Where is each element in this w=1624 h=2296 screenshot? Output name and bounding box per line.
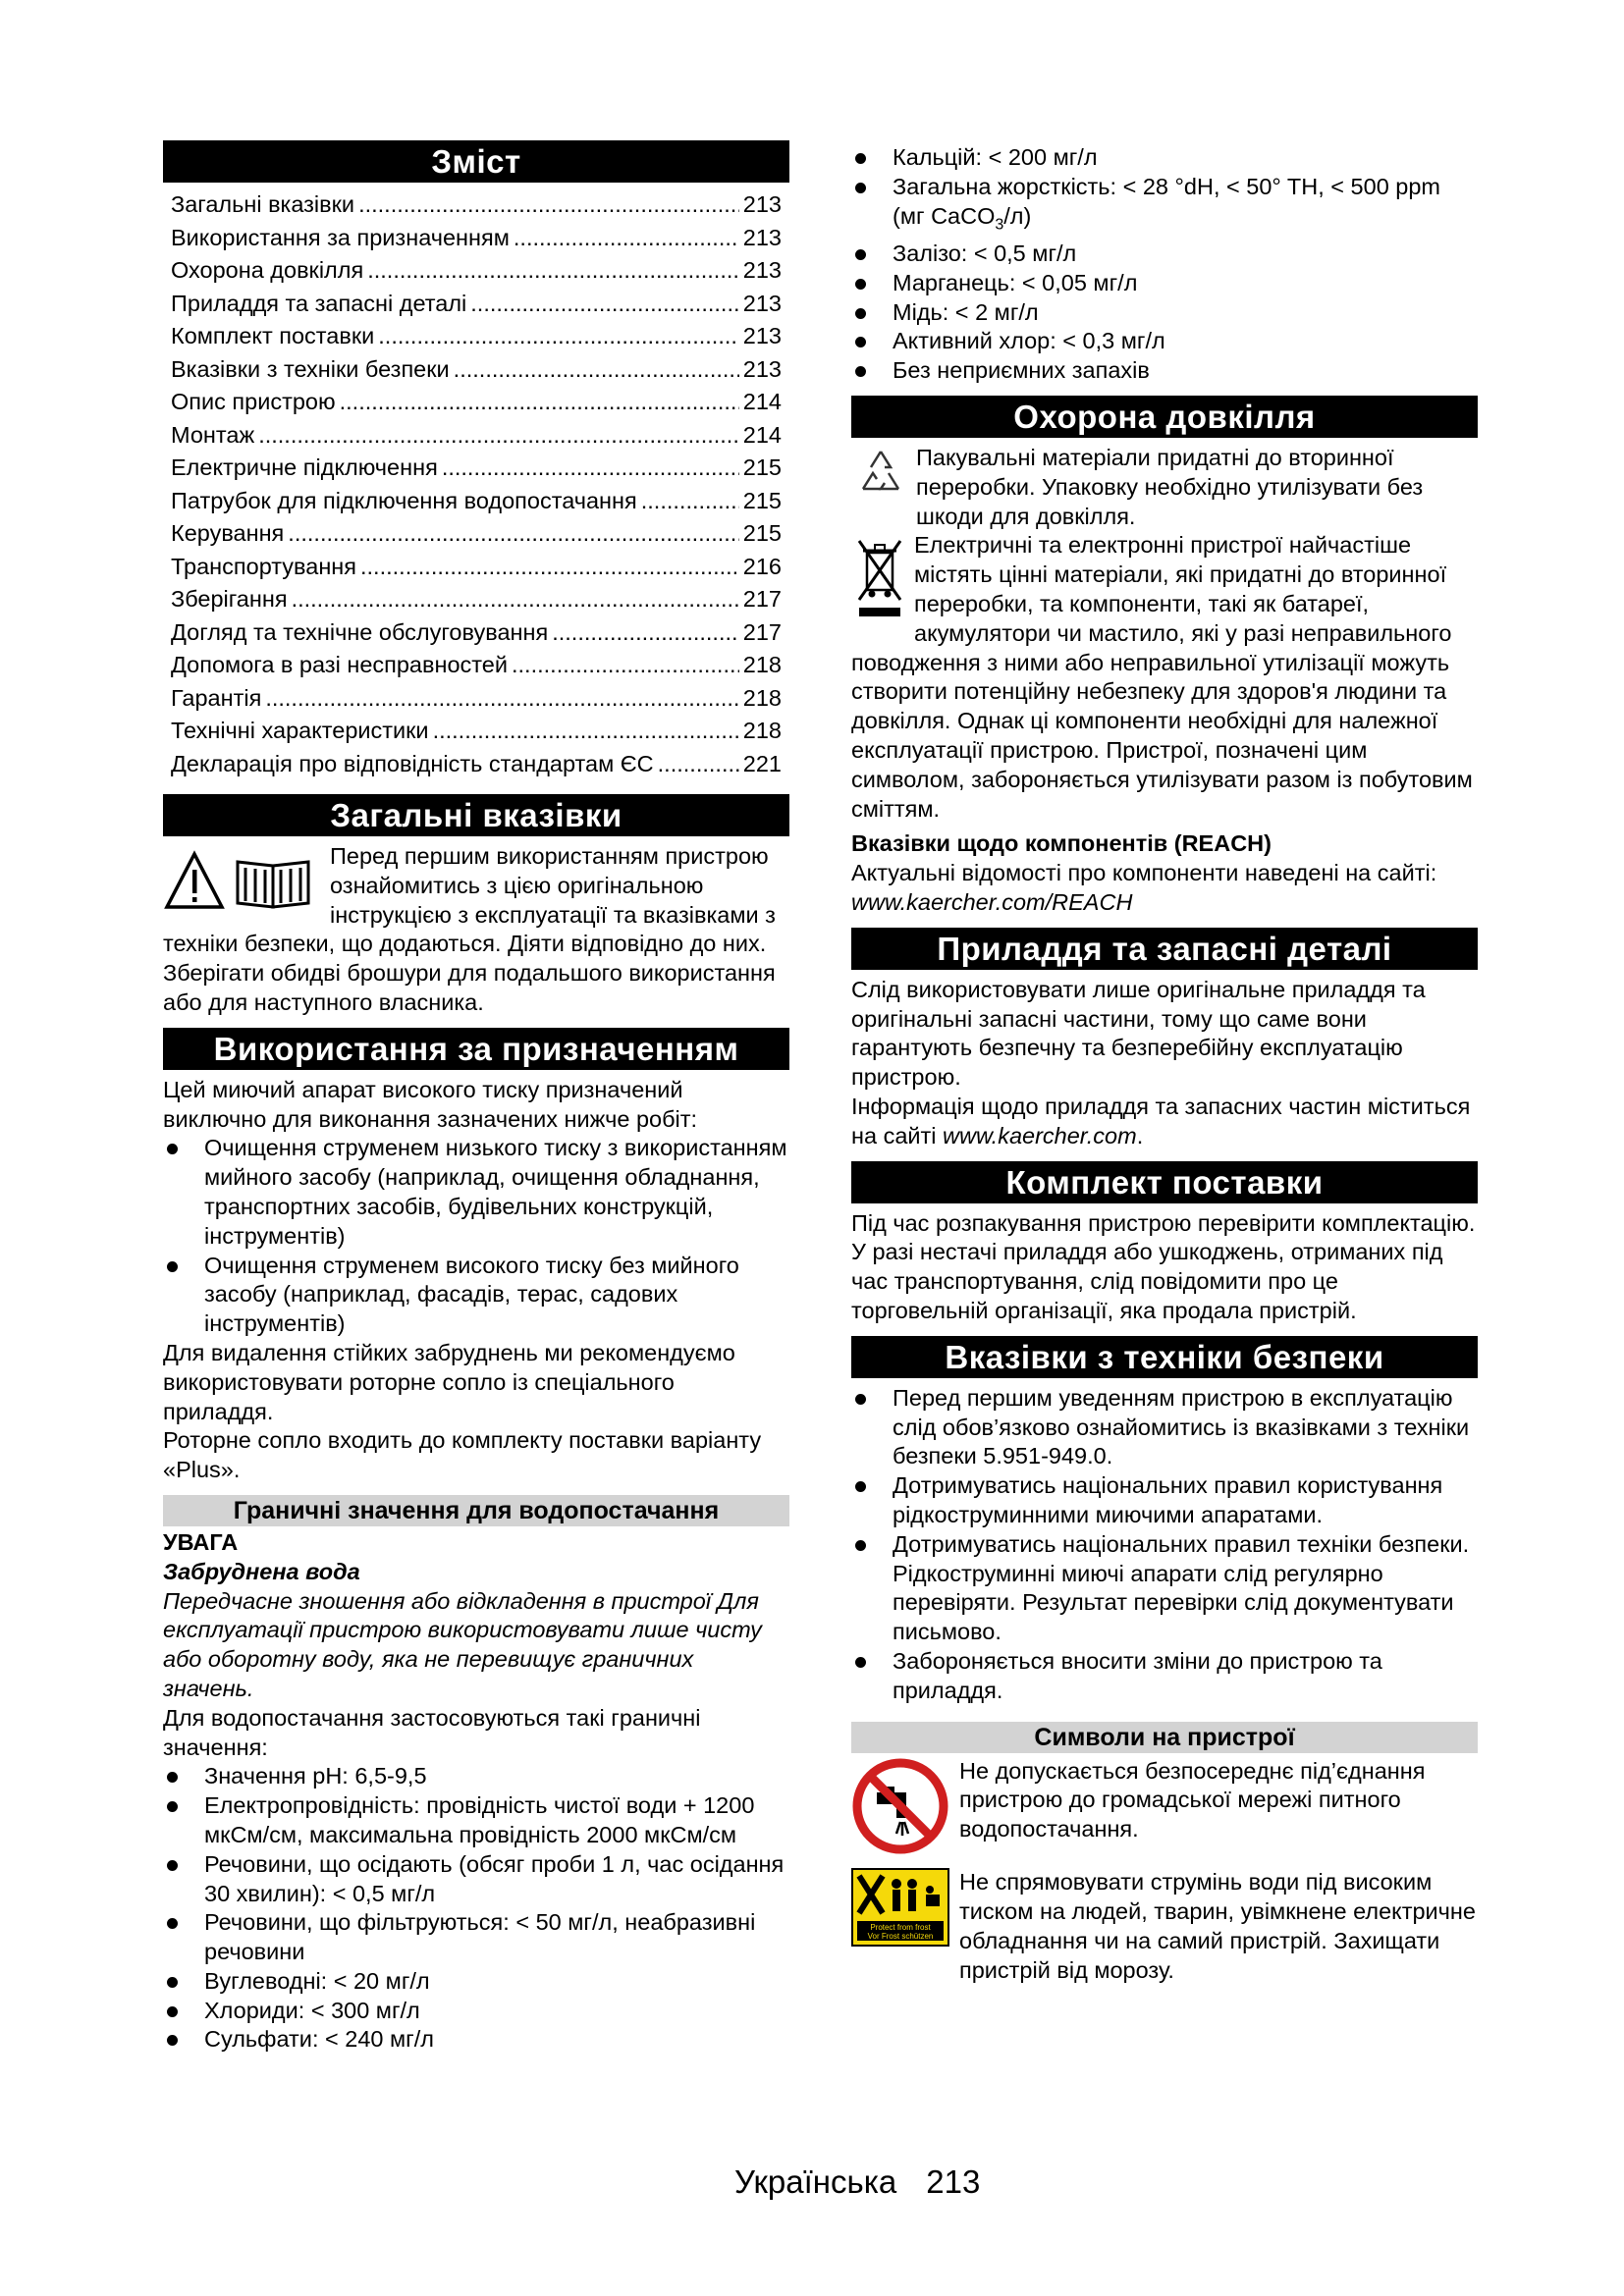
list-item: Активний хлор: < 0,3 мг/л (851, 327, 1478, 356)
symbol-row (851, 1757, 1478, 1863)
general-section (163, 842, 789, 1018)
frost-label-1: Protect from frost (870, 1923, 931, 1933)
toc-entry[interactable] (163, 353, 789, 387)
list-item: Речовини, що фільтруються: < 50 мг/л, неабразивні речовини (163, 1908, 789, 1967)
toc-leader-dots (358, 188, 739, 222)
right-column (851, 143, 1478, 1986)
list-item: Сульфати: < 240 мг/л (163, 2025, 789, 2055)
list-item: Дотримуватись національних правил користування рідкоструминними миючими апаратами. (851, 1471, 1478, 1530)
toc-entry[interactable] (163, 222, 789, 255)
toc-entry-label: Гарантія (171, 684, 262, 711)
list-item: Хлориди: < 300 мг/л (163, 1997, 789, 2026)
symbols-section (851, 1757, 1478, 1986)
list-item: Електропровідність: провідність чистої води + 1200 мкСм/см, максимальна провідність 2000 мкСм/см (163, 1791, 789, 1850)
accessories-heading: Приладдя та запасні деталі (851, 928, 1478, 970)
toc-entry-page: 213 (742, 290, 782, 316)
toc-entry-label: Монтаж (171, 421, 255, 448)
toc-leader-dots (552, 616, 739, 650)
toc-entry-label: Транспортування (171, 553, 356, 579)
toc-entry-label: Вказівки з техніки безпеки (171, 355, 450, 382)
intended-use-section (163, 1076, 789, 1485)
toc-entry[interactable] (163, 419, 789, 453)
kaercher-link[interactable]: www.kaercher.com (943, 1122, 1137, 1148)
toc-entry[interactable] (163, 583, 789, 616)
toc-entry[interactable] (163, 254, 789, 288)
caution-label: УВАГА (163, 1528, 239, 1555)
environment-text-2: Електричні та електронні пристрої найчастіше містять цінні матеріали, які придатні до вторинної переробки, та компоненти, такі як батареї, акумулятори чи мастило, які у разі неправильного поводження з ними або неправильної утилізації можуть створити потенційну небезпеку для здоров'я людини та довкілля. Однак ці компоненти необхідні для належної експлуатації пристрою. Пристрої, позначені цим символом, забороняється утилізувати разом із побутовим сміттям. (851, 532, 1473, 822)
list-item: Мідь: < 2 мг/л (851, 298, 1478, 328)
list-item: Речовини, що осідають (обсяг проби 1 л, час осідання 30 хвилин): < 0,5 мг/л (163, 1850, 789, 1909)
toc-entry-page: 218 (742, 684, 782, 711)
toc-entry[interactable] (163, 649, 789, 682)
toc-entry-page: 213 (742, 224, 782, 250)
environment-text-1: Пакувальні матеріали придатні до вторинної переробки. Упаковку необхідно утилізувати без шкоди для довкілля. (916, 445, 1424, 529)
symbol-1-text: Не допускається безпосереднє під’єднання пристрою до громадської мережі питного водопостачання. (959, 1757, 1426, 1842)
toc-entry-page: 221 (742, 750, 782, 776)
water-limits-intro: Для водопостачання застосовуються такі граничні значення: (163, 1704, 701, 1760)
list-item: Вуглеводні: < 20 мг/л (163, 1967, 789, 1997)
toc-title: Зміст (163, 140, 789, 183)
list-item: Значення pH: 6,5-9,5 (163, 1762, 789, 1791)
toc-entry-page: 215 (742, 520, 782, 546)
toc-entry-label: Патрубок для підключення водопостачання (171, 487, 637, 513)
toc-leader-dots (433, 715, 739, 748)
toc-leader-dots (292, 583, 739, 616)
toc-entry-label: Електричне підключення (171, 454, 438, 480)
toc-entry[interactable] (163, 485, 789, 518)
accessories-text-1: Слід використовувати лише оригінальне приладдя та оригінальні запасні частини, тому що саме вони гарантують безпечну та безперебійну експлуатацію пристрою. (851, 976, 1426, 1091)
toc-entry[interactable] (163, 517, 789, 551)
toc-entry-page: 214 (742, 389, 782, 414)
toc-entry-page: 218 (742, 718, 782, 743)
toc-entry[interactable] (163, 682, 789, 716)
list-item: Очищення струменем високого тиску без мийного засобу (наприклад, фасадів, терас, садових інструментів) (163, 1252, 789, 1339)
toc-leader-dots (514, 222, 739, 255)
general-text-1: Перед першим використанням пристрою ознайомитись з цією оригінальною інструкцією з експлуатації та вказівками з техніки безпеки, що додаються. Діяти відповідно до них. (163, 843, 776, 957)
no-spray-people-frost-icon (851, 1868, 959, 1985)
toc-leader-dots (442, 452, 739, 485)
toc-entry-page: 215 (742, 487, 782, 513)
toc-entry-label: Опис пристрою (171, 389, 336, 414)
toc-entry-page: 215 (742, 454, 782, 480)
general-text-2: Зберігати обидві брошури для подальшого використання або для наступного власника. (163, 960, 776, 1015)
toc-entry-page: 217 (742, 618, 782, 645)
toc-entry-page: 213 (742, 323, 782, 348)
toc-leader-dots (360, 551, 739, 584)
left-column (163, 140, 789, 2055)
list-item: Загальна жорсткість: < 28 °dH, < 50° TH, < 500 ppm (мг CaCO$_3$/л) (851, 173, 1478, 240)
crossed-bin-icon (857, 535, 902, 627)
toc-entry-label: Керування (171, 520, 285, 546)
toc-leader-dots (641, 485, 739, 518)
toc-entry-label: Загальні вказівки (171, 191, 355, 217)
toc-leader-dots (470, 288, 739, 321)
toc-leader-dots (454, 353, 739, 387)
toc-leader-dots (258, 419, 739, 453)
symbol-row (851, 1868, 1478, 1985)
delivery-text: Під час розпакування пристрою перевірити комплектацію. У разі нестачі приладдя або ушкоджень, отриманих під час транспортування, слід повідомити про це торговельній організації, яка продала пристрій. (851, 1209, 1476, 1323)
toc-leader-dots (288, 517, 738, 551)
frost-label-2: Vor Frost schützen (867, 1932, 934, 1942)
page-footer (734, 2163, 980, 2201)
toc-leader-dots (512, 649, 739, 682)
page-number: 213 (926, 2163, 981, 2200)
toc-list (163, 188, 789, 780)
list-item: Без неприємних запахів (851, 356, 1478, 386)
toc-entry[interactable] (163, 452, 789, 485)
list-item: Дотримуватись національних правил техніки безпеки. Рідкоструминні миючі апарати слід регулярно перевіряти. Результат перевірки слід документувати письмово. (851, 1530, 1478, 1647)
toc-leader-dots (658, 748, 739, 781)
toc-entry-label: Приладдя та запасні деталі (171, 290, 467, 316)
safety-list (851, 1384, 1478, 1706)
toc-entry-label: Технічні характеристики (171, 718, 429, 743)
reach-title: Вказівки щодо компонентів (REACH) (851, 830, 1272, 857)
list-item: Забороняється вносити зміни до пристрою та приладдя. (851, 1647, 1478, 1706)
toc-entry[interactable] (163, 386, 789, 419)
symbols-heading: Символи на пристрої (851, 1722, 1478, 1753)
list-item: Очищення струменем низького тиску з використанням мийного засобу (наприклад, очищення обладнання, транспортних засобів, будівельних конструкцій, інструментів) (163, 1134, 789, 1251)
toc-leader-dots (265, 682, 738, 716)
toc-entry-label: Охорона довкілля (171, 257, 364, 283)
toc-entry-page: 216 (742, 553, 782, 579)
delivery-heading: Комплект поставки (851, 1161, 1478, 1203)
water-limits-section (163, 1528, 789, 2055)
list-item: Марганець: < 0,05 мг/л (851, 269, 1478, 298)
toc-leader-dots (378, 320, 739, 353)
toc-entry-label: Використання за призначенням (171, 224, 510, 250)
toc-entry-page: 213 (742, 257, 782, 283)
reach-text: Актуальні відомості про компоненти наведені на сайті: www.kaercher.com/REACH (851, 860, 1437, 916)
warning-title: Забруднена вода (163, 1558, 360, 1584)
water-limits-continued (851, 143, 1478, 386)
toc-entry-label: Комплект поставки (171, 323, 375, 348)
toc-entry[interactable] (163, 551, 789, 584)
no-drinking-water-connection-icon (851, 1757, 959, 1863)
recycling-icon (855, 446, 906, 508)
environment-section (851, 444, 1478, 918)
water-limits-heading: Граничні значення для водопостачання (163, 1495, 789, 1526)
toc-leader-dots (367, 254, 739, 288)
list-item: Перед першим уведенням пристрою в експлуатацію слід обов’язково ознайомитись із вказівками з техніки безпеки 5.951-949.0. (851, 1384, 1478, 1471)
warning-text: Передчасне зношення або відкладення в пристрої Для експлуатації пристрою використовувати лише чисту або оборотну воду, яка не перевищує граничних значень. (163, 1587, 762, 1701)
environment-heading: Охорона довкілля (851, 396, 1478, 438)
toc-entry-page: 213 (742, 355, 782, 382)
reach-link[interactable]: www.kaercher.com/REACH (851, 889, 1133, 916)
footer-language: Українська (734, 2163, 897, 2200)
list-item: Залізо: < 0,5 мг/л (851, 240, 1478, 269)
accessories-section (851, 976, 1478, 1151)
toc-leader-dots (340, 386, 739, 419)
accessories-text-2: Інформація щодо приладдя та запасних частин міститься на сайті www.kaercher.com. (851, 1094, 1471, 1148)
general-heading: Загальні вказівки (163, 794, 789, 836)
symbol-2-text: Не спрямовувати струмінь води під високим тиском на людей, тварин, увімкнене електричне обладнання чи на самий пристрій. Захищати пристрій від морозу. (959, 1869, 1476, 1983)
toc-entry-page: 218 (742, 652, 782, 677)
toc-entry-page: 214 (742, 421, 782, 448)
toc-entry[interactable] (163, 748, 789, 781)
toc-entry-label: Декларація про відповідність стандартам ЄС (171, 750, 654, 776)
toc-entry[interactable] (163, 715, 789, 748)
toc-entry-page: 213 (742, 191, 782, 217)
toc-entry[interactable] (163, 616, 789, 650)
intended-use-text-1: Для видалення стійких забруднень ми рекомендуємо використовувати роторне сопло із спеціального приладдя. (163, 1339, 735, 1424)
toc-entry-label: Допомога в разі несправностей (171, 652, 508, 677)
toc-entry[interactable] (163, 320, 789, 353)
intended-use-text-2: Роторне сопло входить до комплекту поставки варіанту «Plus». (163, 1427, 762, 1483)
toc-entry-label: Зберігання (171, 586, 288, 612)
toc-entry-label: Догляд та технічне обслуговування (171, 618, 549, 645)
safety-heading: Вказівки з техніки безпеки (851, 1336, 1478, 1378)
toc-entry[interactable] (163, 188, 789, 222)
intended-use-intro: Цей миючий апарат високого тиску призначений виключно для виконання зазначених нижче робіт: (163, 1076, 698, 1132)
toc-entry[interactable] (163, 288, 789, 321)
warning-icon (163, 850, 320, 919)
toc-entry-page: 217 (742, 586, 782, 612)
list-item: Кальцій: < 200 мг/л (851, 143, 1478, 173)
intended-use-heading: Використання за призначенням (163, 1028, 789, 1070)
manual-book-icon (238, 862, 308, 907)
